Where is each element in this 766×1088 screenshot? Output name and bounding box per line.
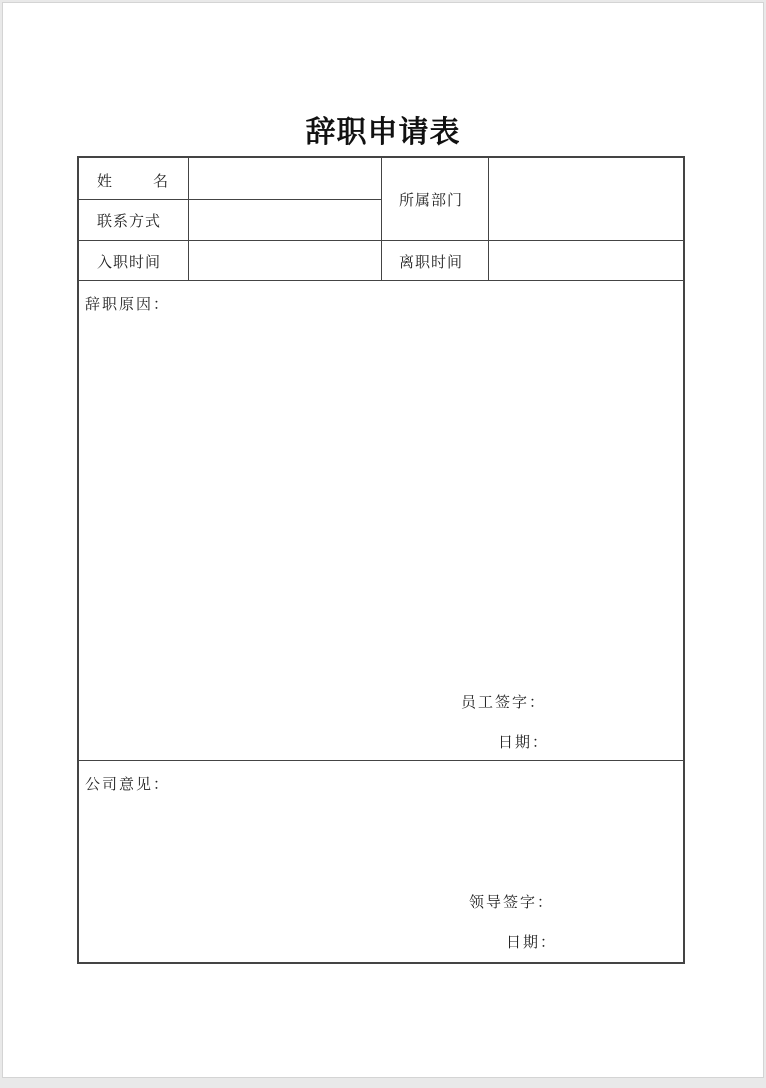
hire-date-label: 入职时间 — [97, 253, 162, 271]
resignation-form-table — [77, 156, 685, 964]
hire-date-input-cell[interactable] — [189, 241, 381, 280]
contact-input-cell[interactable] — [189, 200, 381, 240]
leave-date-input-cell[interactable] — [489, 241, 683, 280]
leader-signature-label: 领导签字： — [469, 893, 555, 911]
leader-date-label: 日期： — [506, 933, 558, 951]
grid-line — [381, 158, 382, 280]
name-label-char: 名 — [152, 172, 169, 190]
leave-date-label: 离职时间 — [399, 253, 464, 271]
name-label — [97, 171, 169, 191]
resignation-reason-label: 辞职原因： — [85, 295, 171, 313]
page-title: 辞职申请表 — [305, 115, 461, 150]
employee-date-label: 日期： — [498, 733, 550, 751]
contact-label: 联系方式 — [97, 212, 162, 230]
resignation-reason-area[interactable] — [79, 281, 683, 760]
department-input-cell[interactable] — [489, 158, 683, 240]
company-opinion-label: 公司意见： — [85, 775, 171, 793]
name-input-cell[interactable] — [189, 158, 381, 199]
department-label: 所属部门 — [399, 191, 464, 209]
name-label-char: 姓 — [97, 172, 114, 190]
document-page — [2, 2, 764, 1078]
employee-signature-label: 员工签字： — [461, 693, 547, 711]
company-opinion-area[interactable] — [79, 761, 683, 962]
